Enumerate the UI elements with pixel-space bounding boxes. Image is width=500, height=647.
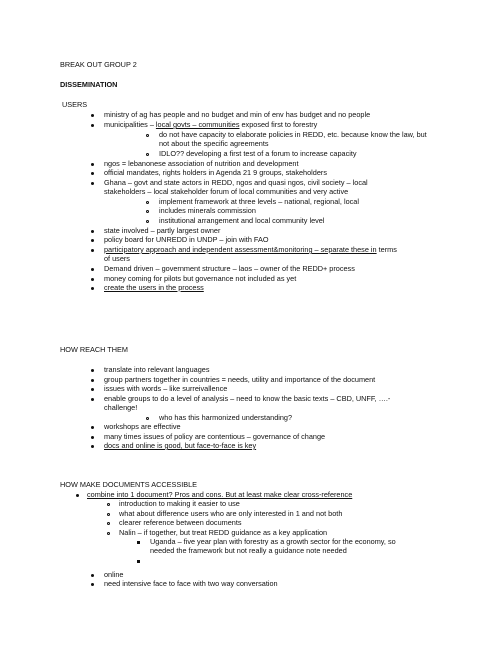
bullet-icon	[91, 369, 94, 372]
list-item: Nalin – if together, but treat REDD guidance as a key application	[119, 528, 328, 537]
circle-bullet-icon	[146, 417, 149, 420]
circle-bullet-icon	[107, 532, 110, 535]
list-item: translate into relevant languages	[104, 365, 210, 374]
list-item: create the users in the process	[104, 283, 204, 292]
bullet-icon	[91, 230, 94, 233]
list-item-text: terms	[376, 245, 397, 254]
list-item: includes minerals commission	[159, 206, 256, 215]
list-item: clearer reference between documents	[119, 518, 242, 527]
bullet-icon	[91, 287, 94, 290]
list-item: Uganda – five year plan with forestry as a growth sector for the economy, so	[150, 537, 396, 546]
section-heading-reach: HOW REACH THEM	[60, 345, 128, 354]
bullet-icon	[91, 379, 94, 382]
list-item: introduction to making it easier to use	[119, 499, 240, 508]
section-heading-accessible: HOW MAKE DOCUMENTS ACCESSIBLE	[60, 480, 198, 489]
list-item-continuation: of users	[104, 254, 130, 263]
list-item-continuation: challenge!	[104, 403, 138, 412]
list-item-text: municipalities –	[104, 120, 156, 129]
bullet-icon	[91, 574, 94, 577]
bullet-icon	[91, 182, 94, 185]
list-item: Ghana – govt and state actors in REDD, ngos and quasi ngos, civil society – local	[104, 178, 368, 187]
list-item: many times issues of policy are contentious – governance of change	[104, 432, 326, 441]
list-item-continuation: stakeholders – local stakeholder forum of local communities and very active	[104, 187, 349, 196]
list-item: ngos = lebanonese association of nutrition and development	[104, 159, 299, 168]
bullet-icon	[91, 388, 94, 391]
list-item: institutional arrangement and local community level	[159, 216, 325, 225]
list-item: ministry of ag has people and no budget and min of env has budget and no people	[104, 110, 371, 119]
list-item	[104, 120, 317, 130]
list-item-continuation: not about the specific agreements	[159, 139, 269, 148]
list-item: Demand driven – government structure – laos – owner of the REDD+ process	[104, 264, 355, 273]
list-item	[104, 245, 397, 255]
list-item: what about difference users who are only interested in 1 and not both	[119, 509, 343, 518]
bullet-icon	[91, 239, 94, 242]
circle-bullet-icon	[107, 522, 110, 525]
list-item: IDLO?? developing a first test of a forum to increase capacity	[159, 149, 357, 158]
list-item: combine into 1 document? Pros and cons. But at least make clear cross-reference	[87, 490, 353, 499]
list-item: implement framework at three levels – national, regional, local	[159, 197, 359, 206]
list-item: who has this harmonized understanding?	[159, 413, 293, 422]
section-heading-dissemination: DISSEMINATION	[60, 80, 118, 89]
bullet-icon	[91, 124, 94, 127]
square-bullet-icon	[137, 560, 140, 563]
list-item: need intensive face to face with two way conversation	[104, 579, 278, 588]
circle-bullet-icon	[146, 220, 149, 223]
bullet-icon	[91, 436, 94, 439]
bullet-icon	[91, 398, 94, 401]
list-item-text: exposed first to forestry	[239, 120, 318, 129]
underlined-text: participatory approach and independent assessment&monitoring – separate these in	[104, 245, 377, 254]
bullet-icon	[91, 583, 94, 586]
circle-bullet-icon	[146, 153, 149, 156]
bullet-icon	[76, 494, 79, 497]
circle-bullet-icon	[146, 201, 149, 204]
circle-bullet-icon	[107, 503, 110, 506]
list-item: do not have capacity to elaborate policies in REDD, etc. because know the law, but	[159, 130, 427, 139]
bullet-icon	[91, 172, 94, 175]
list-item: group partners together in countries = needs, utility and importance of the document	[104, 375, 376, 384]
bullet-icon	[91, 249, 94, 252]
list-item: docs and online is good, but face-to-face is key	[104, 441, 257, 450]
list-item: money coming for pilots but governance not included as yet	[104, 274, 297, 283]
circle-bullet-icon	[146, 210, 149, 213]
bullet-icon	[91, 114, 94, 117]
list-item: workshops are effective	[104, 422, 181, 431]
bullet-icon	[91, 163, 94, 166]
list-item: official mandates, rights holders in Agenda 21 9 groups, stakeholders	[104, 168, 327, 177]
list-item-continuation: needed the framework but not really a guidance note needed	[150, 546, 347, 555]
list-item: state involved – partly largest owner	[104, 226, 221, 235]
bullet-icon	[91, 445, 94, 448]
list-item: enable groups to do a level of analysis – need to know the basic texts – CBD, UNFF, ….-	[104, 394, 391, 403]
subheading-users: USERS	[62, 100, 88, 109]
underlined-text: local govts – communities	[155, 120, 240, 129]
list-item: issues with words – like surreivallence	[104, 384, 228, 393]
square-bullet-icon	[137, 541, 140, 544]
group-title: BREAK OUT GROUP 2	[60, 60, 137, 69]
bullet-icon	[91, 278, 94, 281]
bullet-icon	[91, 426, 94, 429]
circle-bullet-icon	[107, 513, 110, 516]
circle-bullet-icon	[146, 134, 149, 137]
bullet-icon	[91, 268, 94, 271]
list-item: online	[104, 570, 124, 579]
list-item: policy board for UNREDD in UNDP – join with FAO	[104, 235, 269, 244]
